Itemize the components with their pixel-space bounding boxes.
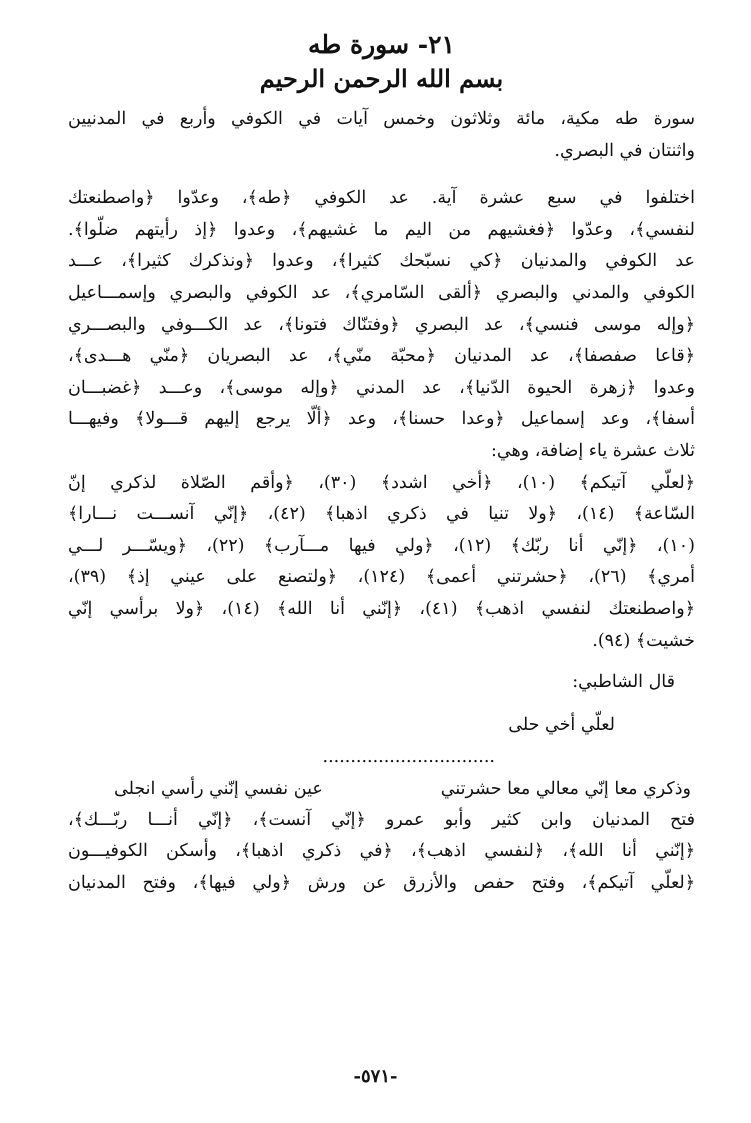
body2-line-2: السّاعة﴾ (١٤)، ﴿ولا تنيا في ذكري اذهبا﴾ (٤٢)، ﴿إنّي آنســـت نـــارا﴾ — [68, 504, 695, 525]
body3-line-2: ﴿إنّني أنا الله﴾، ﴿لنفسي اذهب﴾، ﴿في ذكري اذهبا﴾، وأسكن الكوفيـــون — [68, 841, 695, 862]
body2-line-1: ﴿لعلّي آتيكم﴾ (١٠)، ﴿أخي اشدد﴾ (٣٠)، ﴿وأقم الصّلاة لذكري إنّ — [68, 472, 695, 493]
intro-paragraph — [68, 104, 695, 167]
fath-paragraph — [68, 805, 695, 900]
verse-count-paragraph — [68, 183, 695, 467]
body1-line-9: ثلاث عشرة ياء إضافة، وهي: — [491, 440, 695, 461]
intro-line-1: سورة طه مكية، مائة وثلاثون وخمس آيات في الكوفي وأربع في المدنيين — [68, 109, 695, 129]
body1-line-5: ﴿وإله موسى فنسي﴾، عد البصري ﴿وفتنّاك فتونا﴾، عد الكـــوفي والبصـــري — [68, 314, 695, 335]
body3-line-1: فتح المدنيان وابن كثير وأبو عمرو ﴿إنّي آنست﴾، ﴿إنّي أنـــا ربّـــك﴾، — [68, 809, 695, 830]
body2-line-5: ﴿واصطنعتك لنفسي اذهب﴾ (٤١)، ﴿إنّني أنا الله﴾ (١٤)، ﴿ولا برأسي إنّي — [68, 598, 695, 619]
body1-line-7: وعدوا ﴿زهرة الحيوة الدّنيا﴾، عد المدني ﴿وإله موسى﴾، وعـــد ﴿غضبـــان — [68, 377, 695, 398]
body1-line-3: عد الكوفي والمدنيان ﴿كي نسبّحك كثيرا﴾، وعدوا ﴿ونذكرك كثيرا﴾، عـــد — [68, 251, 695, 272]
body1-line-2: لنفسي﴾، وعدّوا ﴿فغشيهم من اليم ما غشيهم﴾، وعدوا ﴿إذ رأيتهم ضلّوا﴾. — [68, 219, 695, 240]
intro-line-2: واثنتان في البصري. — [554, 140, 695, 161]
verse-line-2-right: وذكري معا إنّي معالي معا حشرتني — [440, 778, 691, 799]
idafa-list-paragraph — [68, 468, 695, 658]
page-content — [68, 28, 695, 899]
basmala: بسم الله الرحمن الرحيم — [259, 64, 504, 93]
verse-line-1-dots: ............................... — [322, 746, 495, 767]
body1-line-4: الكوفي والمدني والبصري ﴿ألقى السّامري﴾، عد الكوفي والبصري وإسمـــاعيل — [68, 282, 695, 303]
verse-line-1-words: لعلّي أخي حلى — [508, 714, 615, 735]
body2-line-6: خشيت﴾ (٩٤). — [592, 630, 695, 651]
verse-line-1 — [68, 709, 695, 773]
shatibi-label: قال الشاطبي: — [572, 672, 675, 693]
page-number: -٥٧١- — [353, 1066, 398, 1087]
body1-line-1: اختلفوا في سبع عشرة آية. عد الكوفي ﴿طه﴾، وعدّوا ﴿واصطنعتك — [68, 188, 695, 209]
body1-line-8: أسفا﴾، وعد إسماعيل ﴿وعدا حسنا﴾، وعد ﴿ألّا يرجع إليهم قـــولا﴾ وفيهـــا — [68, 409, 695, 430]
surah-title: ٢١- سورة طه — [308, 30, 455, 59]
body2-line-3: (١٠)، ﴿إنّي أنا ربّك﴾ (١٢)، ﴿ولي فيها مـــآرب﴾ (٢٢)، ﴿ويسّـــر لـــي — [68, 535, 695, 556]
body2-line-4: أمري﴾ (٢٦)، ﴿حشرتني أعمى﴾ (١٢٤)، ﴿ولتصنع على عيني إذ﴾ (٣٩)، — [68, 567, 695, 588]
verse-line-2 — [68, 773, 695, 805]
shatibi-label-paragraph — [68, 667, 695, 699]
body3-line-3: ﴿لعلّي آتيكم﴾، وفتح حفص والأزرق عن ورش ﴿ولي فيها﴾، وفتح المدنيان — [68, 872, 695, 893]
body1-line-6: ﴿قاعا صفصفا﴾، عد المدنيان ﴿محبّة منّي﴾، عد البصريان ﴿منّي هـــدى﴾، — [68, 346, 695, 367]
verse-line-2-left: عين نفسي إنّني رأسي انجلى — [114, 778, 323, 799]
